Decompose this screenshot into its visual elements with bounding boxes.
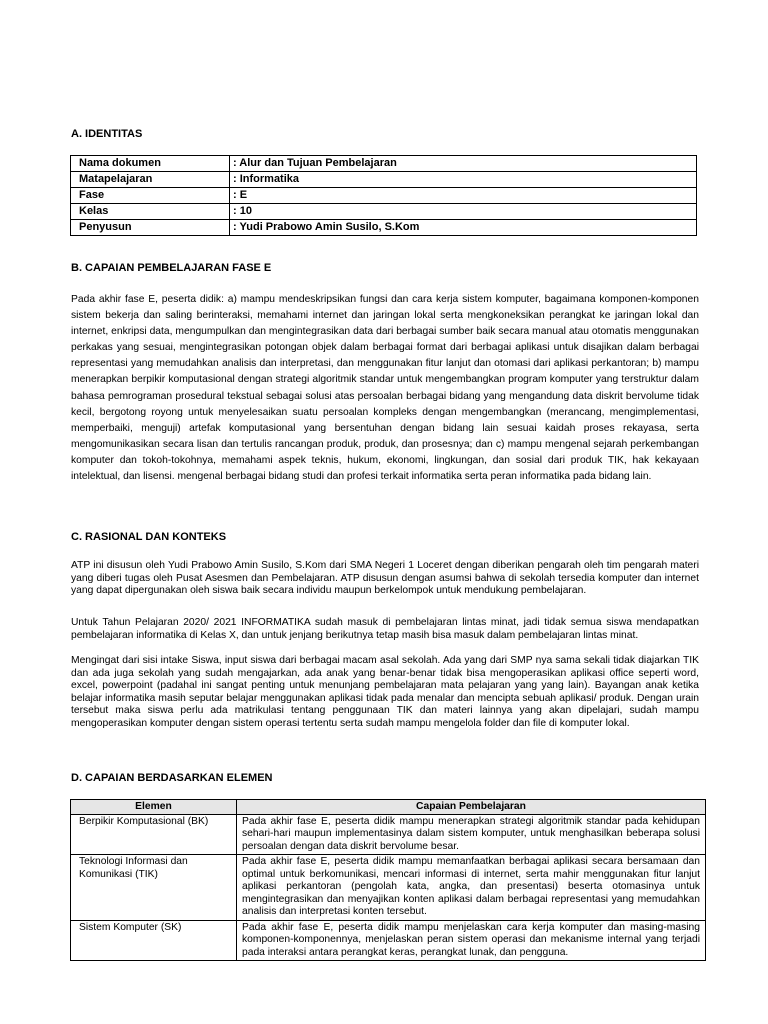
identity-label: Penyusun bbox=[71, 220, 230, 236]
elemen-cell: Teknologi Informasi dan Komunikasi (TIK) bbox=[71, 855, 237, 921]
identity-label: Kelas bbox=[71, 204, 230, 220]
elemen-cell: Berpikir Komputasional (BK) bbox=[71, 814, 237, 855]
identity-label: Nama dokumen bbox=[71, 156, 230, 172]
identity-value: : Informatika bbox=[230, 172, 697, 188]
section-b-title: B. CAPAIAN PEMBELAJARAN FASE E bbox=[71, 262, 272, 274]
table-row bbox=[71, 855, 706, 921]
capaian-paragraph: Pada akhir fase E, peserta didik: a) mampu mendeskripsikan fungsi dan cara kerja sistem komputer, bagaimana komponen-komponen sistem bekerja dan saling berinteraksi, memahami internet dan jaringan lokal serta mengkoneksikan perangkat ke jaringan lokal dan internet, enkripsi data, mengumpulkan dan mengintegrasikan data dari berbagai sumber baik secara manual atau otomatis menggunakan perkakas yang sesuai, mengintegrasikan potongan objek dalam berbagai format dari berbagai aplikasi untuk disajikan dalam berbagai representasi yang memudahkan analisis dan interpretasi, dan menggunakan fitur lanjut dan otomasi dari aplikasi perkantoran; b) mampu menerapkan berpikir komputasional dengan strategi algoritmik standar untuk mengembangkan program komputer yang terstruktur dalam bahasa pemrograman prosedural tekstual sebagai solusi atas persoalan berbagai bidang yang mengandung data diskrit bervolume tidak kecil, bergotong royong untuk menyelesaikan suatu persoalan kompleks dengan mengembangkan (merancang, mengimplementasi, memperbaiki, menguji) artefak komputasional yang bersentuhan dengan bidang lain sesuai kaidah proses rekayasa, serta mengomunikasikan secara lisan dan tertulis rancangan produk, produk, dan prosesnya; dan c) mampu mengenal sejarah perkembangan komputer dan tokoh-tokohnya, memahami aspek teknis, hukum, ekonomi, lingkungan, dan sosial dari produk TIK, hak kekayaan intelektual, dan lisensi. mengenal berbagai bidang studi dan profesi terkait informatika serta peran informatika pada bidang lain. bbox=[71, 294, 699, 483]
identity-value: : 10 bbox=[230, 204, 697, 220]
capaian-cell: Pada akhir fase E, peserta didik mampu memanfaatkan berbagai aplikasi secara bersamaan dan optimal untuk berkomunikasi, mencari informasi di internet, serta mahir menggunakan fitur lanjut aplikasi perkantoran (pengolah kata, angka, dan presentasi) beserta otomasinya untuk mengintegrasikan dan menyajikan konten aplikasi dalam berbagai representasi yang memudahkan analisis dan interpretasi konten tersebut. bbox=[237, 855, 706, 921]
table-row bbox=[71, 920, 706, 961]
elemen-cell: Sistem Komputer (SK) bbox=[71, 920, 237, 961]
rasional-paragraph: ATP ini disusun oleh Yudi Prabowo Amin Susilo, S.Kom dari SMA Negeri 1 Loceret dengan diberikan pengarah oleh tim pengarah materi yang diberi tugas oleh Pusat Asesmen dan Pembelajaran. ATP disusun dengan asumsi bahwa di sekolah tersedia komputer dan internet yang dapat dipergunakan oleh siswa baik secara individu maupun berkelompok untuk mendukung pembelajaran. bbox=[71, 560, 699, 597]
column-header-elemen: Elemen bbox=[71, 800, 237, 815]
identity-value: : Alur dan Tujuan Pembelajaran bbox=[230, 156, 697, 172]
identity-value: : E bbox=[230, 188, 697, 204]
identity-label: Matapelajaran bbox=[71, 172, 230, 188]
section-d-title: D. CAPAIAN BERDASARKAN ELEMEN bbox=[71, 772, 273, 784]
elemen-table bbox=[70, 799, 706, 961]
identity-table bbox=[70, 155, 697, 236]
section-c-title: C. RASIONAL DAN KONTEKS bbox=[71, 531, 227, 543]
table-row bbox=[71, 204, 697, 220]
table-row bbox=[71, 188, 697, 204]
table-row bbox=[71, 172, 697, 188]
identity-value: : Yudi Prabowo Amin Susilo, S.Kom bbox=[230, 220, 697, 236]
column-header-capaian: Capaian Pembelajaran bbox=[237, 800, 706, 815]
capaian-cell: Pada akhir fase E, peserta didik mampu menerapkan strategi algoritmik standar pada kehidupan sehari-hari maupun implementasinya dalam sistem komputer, untuk menghasilkan beberapa solusi persoalan dengan data diskrit bervolume besar. bbox=[237, 814, 706, 855]
table-row bbox=[71, 814, 706, 855]
capaian-cell: Pada akhir fase E, peserta didik mampu menjelaskan cara kerja komputer dan masing-masing komponen-komponennya, menjelaskan peran sistem operasi dan mekanisme internal yang terjadi pada interaksi antara perangkat keras, perangkat lunak, dan pengguna. bbox=[237, 920, 706, 961]
rasional-paragraph: Untuk Tahun Pelajaran 2020/ 2021 INFORMATIKA sudah masuk di pembelajaran lintas minat, jadi tidak semua siswa mendapatkan pembelajaran informatika di Kelas X, dan untuk jenjang berikutnya tetap masih bisa masuk dalam pembelajaran lintas minat. bbox=[71, 617, 699, 641]
table-header-row bbox=[71, 800, 706, 815]
section-a-title: A. IDENTITAS bbox=[71, 128, 143, 140]
table-row bbox=[71, 220, 697, 236]
rasional-paragraph: Mengingat dari sisi intake Siswa, input siswa dari berbagai macam asal sekolah. Ada yang dari SMP nya sama sekali tidak diajarkan TIK dan ada juga sekolah yang sudah mengajarkan, ada anak yang benar-benar tidak bisa mengoperasikan aplikasi office seperti word, excel, powerpoint (padahal ini sangat penting untuk menunjang pembelajaran mata pelajaran yang yang lain). Bayangan anak ketika belajar informatika masih seputar belajar menggunakan aplikasi tidak pada menalar dan mencipta sebuah aplikasi/ produk. Dengan urain tersebut maka siswa perlu ada matrikulasi tentang penggunaan TIK dan materi lainnya yang akan dipelajari, sudah mampu mengoperasikan komputer dengan sistem operasi tertentu serta sudah mampu mengelola folder dan file di komputer lokal. bbox=[71, 655, 699, 729]
identity-label: Fase bbox=[71, 188, 230, 204]
table-row bbox=[71, 156, 697, 172]
